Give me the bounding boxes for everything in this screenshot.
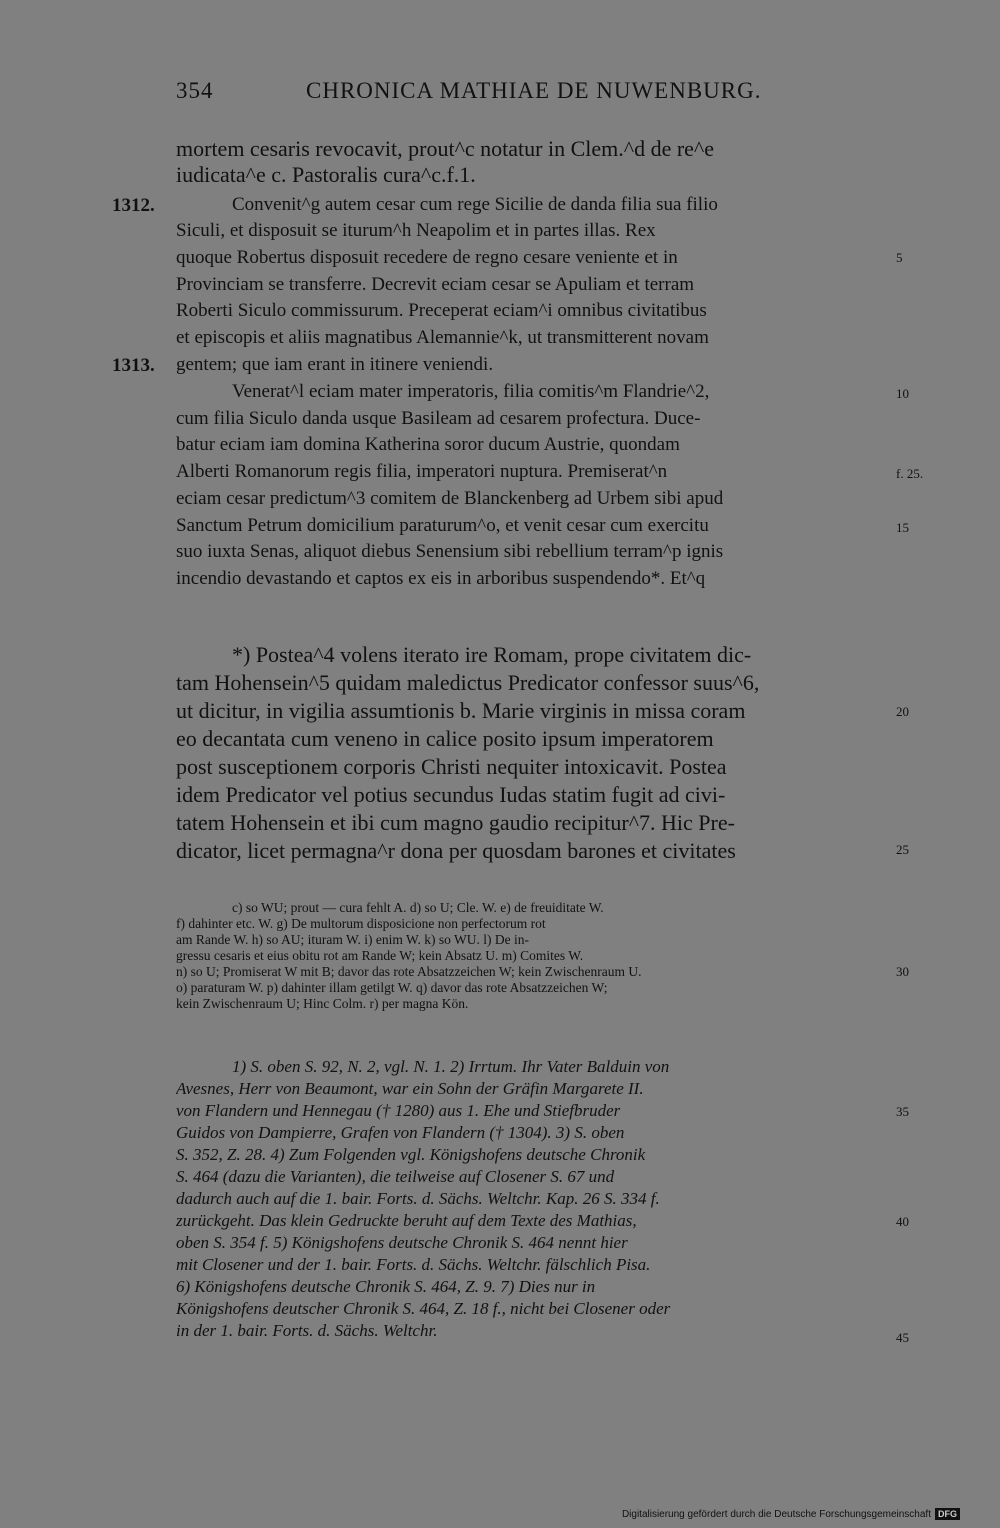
text-line: Venerat^l eciam mater imperatoris, filia comitis^m Flandrie^2, bbox=[232, 381, 710, 402]
variant-line: am Rande W. h) so AU; ituram W. i) enim W. k) so WU. l) De in- bbox=[176, 932, 529, 947]
text-line: suo iuxta Senas, aliquot diebus Senensium sibi rebellium terram^p ignis bbox=[176, 541, 724, 562]
addition-line: eo decantata cum veneno in calice posito ipsum imperatorem bbox=[176, 726, 714, 751]
variant-line: o) paraturam W. p) dahinter illam getilgt W. q) davor das rote Absatzzeichen W; bbox=[176, 980, 608, 995]
credit-text: Digitalisierung gefördert durch die Deutsche Forschungsgemeinschaft bbox=[621, 1508, 931, 1520]
text-line: eciam cesar predictum^3 comitem de Blanckenberg ad Urbem sibi apud bbox=[176, 488, 724, 509]
text-line: quoque Robertus disposuit recedere de regno cesare veniente et in bbox=[176, 247, 678, 268]
line-number: 30 bbox=[896, 964, 909, 979]
line-number: 45 bbox=[896, 1330, 909, 1345]
line-number: 15 bbox=[896, 520, 909, 535]
text-line: et episcopis et aliis magnatibus Alemannie^k, ut transmitterent novam bbox=[176, 327, 709, 348]
note-line: S. 352, Z. 28. 4) Zum Folgenden vgl. Königshofens deutsche Chronik bbox=[176, 1145, 646, 1164]
margin-year: 1312. bbox=[112, 195, 155, 216]
variant-line: n) so U; Promiserat W mit B; davor das rote Absatzzeichen W; kein Zwischenraum U. bbox=[176, 964, 642, 979]
line-number: 20 bbox=[896, 704, 909, 719]
note-line: Avesnes, Herr von Beaumont, war ein Sohn der Gräfin Margarete II. bbox=[176, 1079, 644, 1098]
running-title: CHRONICA MATHIAE DE NUWENBURG. bbox=[306, 78, 762, 103]
variant-line: kein Zwischenraum U; Hinc Colm. r) per magna Kön. bbox=[176, 996, 469, 1011]
note-line: S. 464 (dazu die Varianten), die teilweise auf Closener S. 67 und bbox=[176, 1167, 615, 1186]
addition-line: ut dicitur, in vigilia assumtionis b. Marie virginis in missa coram bbox=[176, 698, 746, 723]
note-line: in der 1. bair. Forts. d. Sächs. Weltchr. bbox=[176, 1321, 438, 1340]
note-line: Guidos von Dampierre, Grafen von Flandern († 1304). 3) S. oben bbox=[176, 1123, 625, 1142]
text-line: Roberti Siculo commissurum. Preceperat eciam^i omnibus civitatibus bbox=[176, 300, 707, 321]
variant-line: gressu cesaris et eius obitu rot am Rande W; kein Absatz U. m) Comites W. bbox=[176, 948, 584, 963]
note-line: zurückgeht. Das klein Gedruckte beruht auf dem Texte des Mathias, bbox=[176, 1211, 637, 1230]
note-line: Königshofens deutscher Chronik S. 464, Z. 18 f., nicht bei Closener oder bbox=[176, 1299, 671, 1318]
line-number: 10 bbox=[896, 386, 909, 401]
dfg-logo: DFG bbox=[935, 1508, 960, 1520]
note-line: mit Closener und der 1. bair. Forts. d. Sächs. Weltchr. fälschlich Pisa. bbox=[176, 1255, 651, 1274]
line-number: 5 bbox=[896, 250, 903, 265]
addition-line: tam Hohensein^5 quidam maledictus Predicator confessor suus^6, bbox=[176, 670, 760, 695]
digitization-credit bbox=[622, 1508, 960, 1520]
addition-line: *) Postea^4 volens iterato ire Romam, prope civitatem dic- bbox=[232, 642, 752, 667]
text-line: gentem; que iam erant in itinere veniendi. bbox=[176, 354, 494, 375]
note-line: oben S. 354 f. 5) Königshofens deutsche Chronik S. 464 nennt hier bbox=[176, 1233, 628, 1252]
page-number: 354 bbox=[176, 78, 214, 103]
addition-line: idem Predicator vel potius secundus Iudas statim fugit ad civi- bbox=[176, 782, 726, 807]
line-number: 40 bbox=[896, 1214, 909, 1229]
note-line: 1) S. oben S. 92, N. 2, vgl. N. 1. 2) Irrtum. Ihr Vater Balduin von bbox=[232, 1057, 670, 1076]
note-line: von Flandern und Hennegau († 1280) aus 1. Ehe und Stiefbruder bbox=[176, 1101, 621, 1120]
text-line: Sanctum Petrum domicilium paraturum^o, et venit cesar cum exercitu bbox=[176, 515, 709, 536]
margin-year: 1313. bbox=[112, 355, 155, 376]
text-line: Provinciam se transferre. Decrevit eciam cesar se Apuliam et terram bbox=[176, 274, 695, 295]
text-line: cum filia Siculo danda usque Basileam ad cesarem profectura. Duce- bbox=[176, 408, 701, 429]
text-line: incendio devastando et captos ex eis in arboribus suspendendo*. Et^q bbox=[176, 568, 706, 589]
addition-line: post susceptionem corporis Christi nequiter intoxicavit. Postea bbox=[176, 754, 727, 779]
text-line: Alberti Romanorum regis filia, imperatori nuptura. Premiserat^n bbox=[176, 461, 668, 482]
text-line: Convenit^g autem cesar cum rege Sicilie de danda filia sua filio bbox=[232, 194, 718, 215]
text-line: batur eciam iam domina Katherina soror ducum Austrie, quondam bbox=[176, 434, 680, 455]
line-number: 25 bbox=[896, 842, 909, 857]
variant-line: f) dahinter etc. W. g) De multorum disposicione non perfectorum rot bbox=[176, 916, 546, 931]
text-line: iudicata^e c. Pastoralis cura^c.f.1. bbox=[176, 162, 476, 187]
addition-line: tatem Hohensein et ibi cum magno gaudio recipitur^7. Hic Pre- bbox=[176, 810, 735, 835]
addition-line: dicator, licet permagna^r dona per quosdam barones et civitates bbox=[176, 838, 736, 863]
variant-line: c) so WU; prout — cura fehlt A. d) so U; Cle. W. e) de freuiditate W. bbox=[232, 900, 604, 915]
note-line: dadurch auch auf die 1. bair. Forts. d. Sächs. Weltchr. Kap. 26 S. 334 f. bbox=[176, 1189, 660, 1208]
margin-folio: f. 25. bbox=[896, 466, 924, 481]
text-line: mortem cesaris revocavit, prout^c notatur in Clem.^d de re^e bbox=[176, 136, 715, 161]
text-line: Siculi, et disposuit se iturum^h Neapolim et in partes illas. Rex bbox=[176, 220, 656, 241]
note-line: 6) Königshofens deutsche Chronik S. 464, Z. 9. 7) Dies nur in bbox=[176, 1277, 596, 1296]
line-number: 35 bbox=[896, 1104, 909, 1119]
